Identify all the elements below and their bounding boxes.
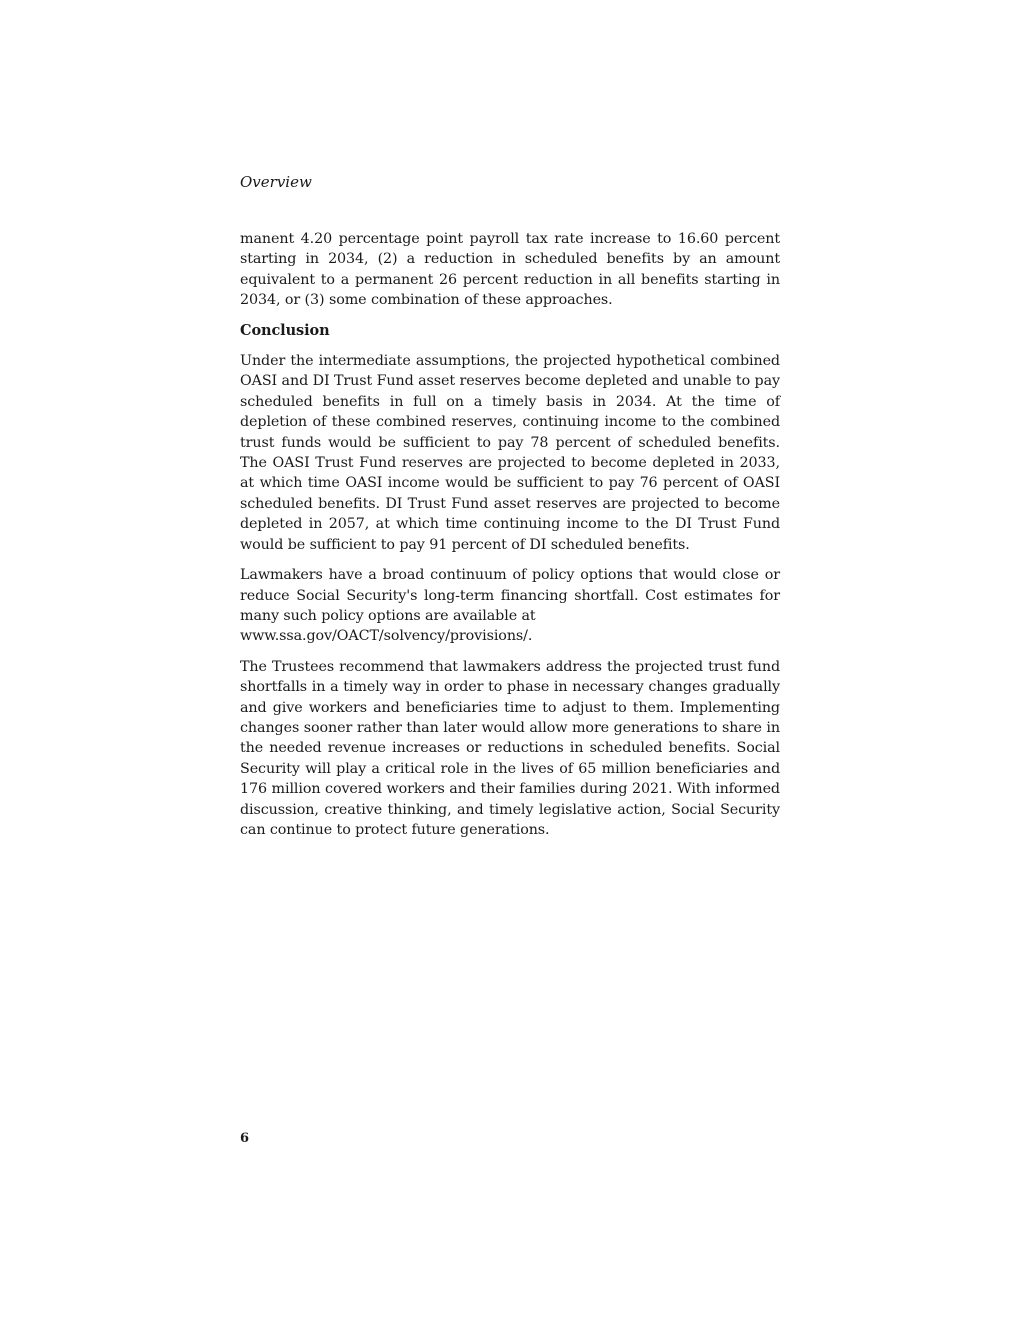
conclusion-paragraph-depletion: Under the intermediate assumptions, the projected hypothetical combined OASI and DI Trust Fund asset reserves become depleted and unable to pay scheduled benefits in full on a timely basis in 2034. At the time of depletion of these combined reserves, continuing income to the combined trust funds would be sufficient to pay 78 percent of scheduled benefits. The OASI Trust Fund reserves are projected to become depleted in 2033, at which time OASI income would be sufficient to pay 76 percent of OASI scheduled benefits. DI Trust Fund asset reserves are projected to become depleted in 2057, at which time continuing income to the DI Trust Fund would be sufficient to pay 91 percent of DI scheduled benefits.: [240, 353, 780, 553]
policy-options-text: Lawmakers have a broad continuum of policy options that would close or reduce Social Security's long-term financing shortfall. Cost estimates for many such policy options are available at: [240, 567, 780, 624]
section-heading-conclusion: Conclusion: [240, 321, 330, 339]
conclusion-paragraph-recommendation: The Trustees recommend that lawmakers address the projected trust fund shortfalls in a timely way in order to phase in necessary changes gradually and give workers and beneficiaries time to adjust to them. Implementing changes sooner rather than later would allow more generations to share in the needed revenue increases or reductions in scheduled benefits. Social Security will play a critical role in the lives of 65 million beneficiaries and 176 million covered workers and their families during 2021. With informed discussion, creative thinking, and timely legislative action, Social Security can continue to protect future generations.: [240, 658, 780, 838]
running-header-title: Overview: [240, 173, 312, 191]
page-number: 6: [240, 1131, 250, 1146]
main-text-column: [240, 229, 780, 850]
continued-paragraph: manent 4.20 percentage point payroll tax rate increase to 16.60 percent starting in 2034, (2) a reduction in scheduled benefits by an amount equivalent to a permanent 26 percent reduction in all benefits starting in 2034, or (3) some combination of these approaches.: [240, 231, 780, 309]
solvency-provisions-url[interactable]: www.ssa.gov/OACT/solvency/provisions/.: [240, 628, 533, 645]
conclusion-paragraph-policy-options: [240, 565, 780, 647]
